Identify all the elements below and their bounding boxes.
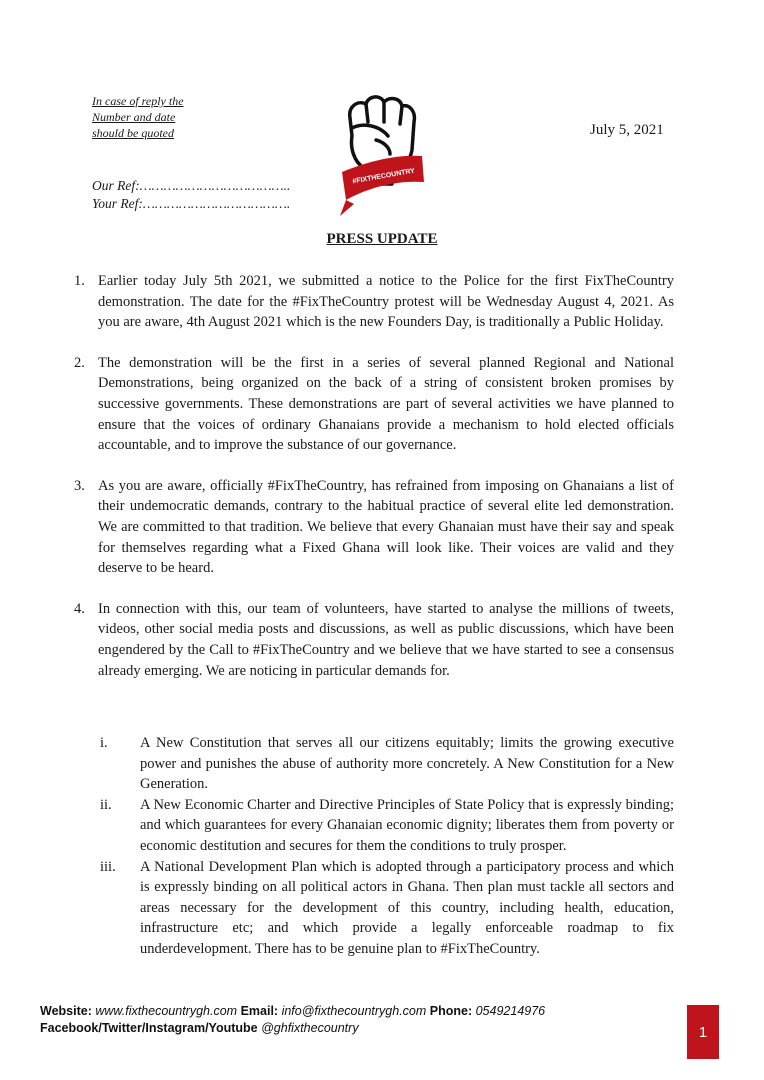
reply-note-line: Number and date <box>92 110 176 124</box>
item-number: 2. <box>74 354 85 371</box>
paragraph-list <box>74 271 674 681</box>
demand-item <box>100 857 674 960</box>
demand-item <box>100 733 674 795</box>
page-number-badge <box>687 1005 719 1059</box>
reply-note-line: In case of reply the <box>92 94 184 108</box>
demand-item <box>100 795 674 857</box>
our-ref: Our Ref:……………………………….. <box>92 178 291 193</box>
list-item <box>74 476 674 579</box>
item-number: 1. <box>74 273 85 289</box>
phone-label: Phone: <box>429 1004 473 1018</box>
demand-text: A National Development Plan which is adopted through a participatory process and which is expressly binding on all political actors in Ghana. Then plan must tackle all sectors and areas necessary for the development of this country, including health, education, infrastructure etc; and which provide a legally enforceable roadmap to fix underdevelopment. There has to be genuine plan to #FixTheCountry. <box>140 858 674 957</box>
demand-number: i. <box>100 735 108 751</box>
website-label: Website: <box>40 1004 92 1018</box>
demand-text: A New Constitution that serves all our citizens equitably; limits the growing executive power and punishes the abuse of authority more concretely. A New Constitution for a New Generation. <box>140 735 674 793</box>
item-text: The demonstration will be the first in a series of several planned Regional and National Demonstrations, being organized on the back of a string of consistent broken promises by successive governments. These demonstrations are part of several activities we have planned to ensure that the voices of ordinary Ghanaians provide a mechanism to hold elected officials accountable, and to improve the substance of our governance. <box>98 354 674 454</box>
footer-social-line <box>40 1020 545 1037</box>
footer-contact-line <box>40 1003 545 1020</box>
item-text: Earlier today July 5th 2021, we submitted a notice to the Police for the first FixTheCountry demonstration. The date for the #FixTheCountry protest will be Wednesday August 4, 2021. As you are aware, 4th August 2021 which is the new Founders Day, is traditionally a Public Holiday. <box>98 273 674 331</box>
reference-block <box>92 177 290 213</box>
demand-number: ii. <box>100 796 112 813</box>
email-label: Email: <box>240 1004 279 1018</box>
page-number: 1 <box>698 1023 708 1041</box>
list-item <box>74 353 674 456</box>
logo-text: #FIXTHECOUNTRY <box>352 167 416 186</box>
email-link[interactable]: info@fixthecountrygh.com <box>281 1004 427 1018</box>
list-item <box>74 599 674 681</box>
list-item <box>74 271 674 333</box>
page-title: PRESS UPDATE <box>326 231 438 247</box>
demand-list <box>100 733 674 960</box>
social-handle[interactable]: @ghfixthecountry <box>261 1021 359 1035</box>
website-link[interactable]: www.fixthecountrygh.com <box>95 1004 238 1018</box>
demand-text: A New Economic Charter and Directive Principles of State Policy that is expressly binding; and which guarantees for every Ghanaian economic dignity; liberates them from poverty or economic destitution and secures for them the conditions to truly prosper. <box>140 796 674 854</box>
reply-note-line: should be quoted <box>92 126 174 140</box>
reply-note <box>92 93 184 141</box>
item-text: As you are aware, officially #FixTheCountry, has refrained from imposing on Ghanaians a list of their undemocratic demands, contrary to the habitual practice of several elite led demonstration. We are committed to that tradition. We believe that every Ghanaian must have their say and speak for themselves regarding what a Fixed Ghana will look like. Their voices are valid and they deserve to be heard. <box>98 477 674 577</box>
phone-number: 0549214976 <box>475 1004 546 1018</box>
fist-logo-icon <box>336 92 426 220</box>
item-text: In connection with this, our team of volunteers, have started to analyse the millions of tweets, videos, other social media posts and discussions, as well as public discussions, which have been engendered by the Call to #FixTheCountry and we believe that we have started to see a consensus already emerging. We are noticing in particular demands for. <box>98 600 674 679</box>
item-number: 4. <box>74 600 85 617</box>
item-number: 3. <box>74 477 85 494</box>
footer <box>40 1003 545 1037</box>
demand-number: iii. <box>100 858 116 875</box>
social-label: Facebook/Twitter/Instagram/Youtube <box>40 1021 258 1035</box>
letter-date: July 5, 2021 <box>590 122 664 138</box>
your-ref: Your Ref:………………………………. <box>92 196 291 211</box>
